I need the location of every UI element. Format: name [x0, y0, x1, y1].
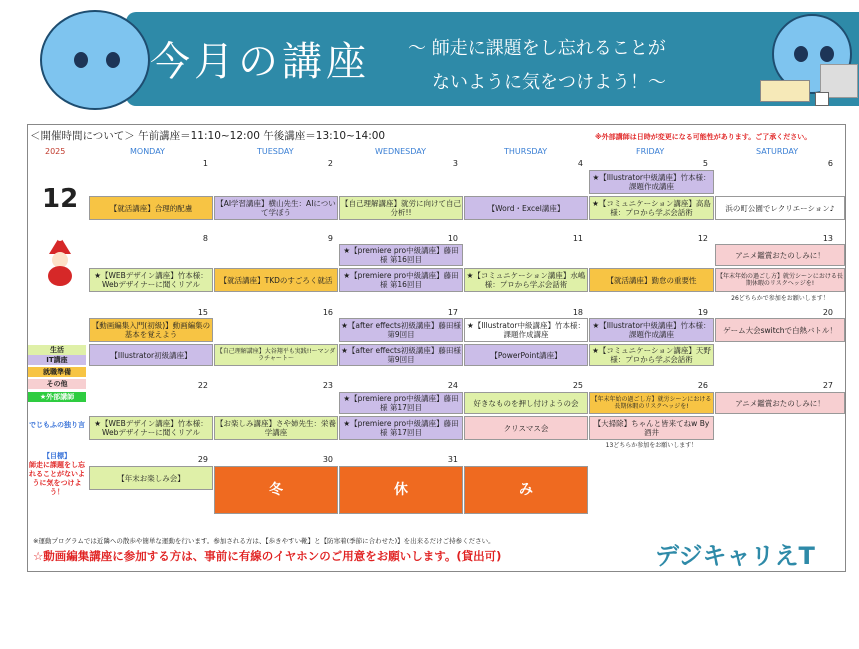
event-cell[interactable]: 【大掃除】ちゃんと皆来てねw By酒井: [589, 416, 714, 440]
date-15: 15: [197, 308, 208, 317]
event-cell[interactable]: 【自己理解講座】就労に向けて自己分析!!: [339, 196, 463, 220]
footer-warning: ☆動画編集講座に参加する方は、事前に有線のイヤホンのご用意をお願いします。(貸出可): [33, 549, 502, 563]
date-22: 22: [197, 381, 208, 390]
year-label: 2025: [45, 147, 66, 156]
date-1: 1: [202, 159, 208, 168]
event-cell[interactable]: 【PowerPoint講座】: [464, 344, 588, 366]
subtitle-line2: ないように気をつけよう！～: [432, 72, 666, 93]
event-cell[interactable]: 好きなものを押し付けようの会: [464, 392, 588, 414]
external-note: ※外部講師は日時が変更になる可能性があります。ご了承ください。: [595, 133, 812, 141]
eye-icon: [794, 46, 808, 62]
day-thursday: THURSDAY: [504, 147, 548, 156]
day-tuesday: TUESDAY: [257, 147, 294, 156]
legend-seikatsu: 生活: [28, 345, 86, 355]
event-cell[interactable]: アニメ鑑賞おたのしみに！: [715, 392, 845, 414]
date-17: 17: [447, 308, 458, 317]
holiday-cell: 休: [339, 466, 463, 514]
event-cell[interactable]: ★【Illustrator中級講座】竹本様：課題作成講座: [464, 318, 588, 342]
event-cell[interactable]: ★【after effects初級講座】藤田様 第9回目: [339, 344, 463, 366]
day-monday: MONDAY: [130, 147, 165, 156]
event-cell[interactable]: ★【premiere pro中級講座】藤田様 第17回目: [339, 392, 463, 414]
event-cell[interactable]: ★【WEBデザイン講座】竹本様：Webデザイナーに聞くリアル: [89, 268, 213, 292]
date-24: 24: [447, 381, 458, 390]
event-cell[interactable]: クリスマス会: [464, 416, 588, 440]
legend-external: ★外部講師: [28, 392, 86, 402]
book-icon: [760, 80, 810, 102]
event-note: 26どちらかで参加をお願いします！: [731, 295, 829, 303]
date-6: 6: [827, 159, 833, 168]
cup-icon: [815, 92, 829, 106]
goal-title: 【目標】: [43, 452, 71, 460]
date-20: 20: [822, 308, 833, 317]
day-wednesday: WEDNESDAY: [375, 147, 426, 156]
event-cell[interactable]: 【お楽しみ講座】さや姉先生：栄養学講座: [214, 416, 338, 440]
date-30: 30: [322, 455, 333, 464]
event-cell[interactable]: ★【コミュニケーション講座】天野様：プロから学ぶ会話術: [589, 344, 714, 366]
event-cell[interactable]: ★【コミュニケーション講座】高島様：プロから学ぶ会話術: [589, 196, 714, 220]
date-5: 5: [702, 159, 708, 168]
event-cell[interactable]: 【就活講座】勤怠の重要性: [589, 268, 714, 292]
eye-icon: [820, 46, 834, 62]
date-12: 12: [697, 234, 708, 243]
goal-text: 師走に課題をし忘れることがないように気をつけよう！: [29, 461, 85, 497]
page-title: 今月の講座: [150, 39, 370, 85]
holiday-cell: 冬: [214, 466, 338, 514]
date-31: 31: [447, 455, 458, 464]
event-cell[interactable]: 【年末お楽しみ会】: [89, 466, 213, 490]
event-cell[interactable]: ★【WEBデザイン講座】竹本様：Webデザイナーに聞くリアル: [89, 416, 213, 440]
date-18: 18: [572, 308, 583, 317]
event-cell[interactable]: ★【after effects初級講座】藤田様 第9回目: [339, 318, 463, 342]
legend-it: IT講座: [28, 355, 86, 365]
event-cell[interactable]: アニメ鑑賞おたのしみに！: [715, 244, 845, 266]
date-16: 16: [322, 308, 333, 317]
date-26: 26: [697, 381, 708, 390]
event-cell[interactable]: 【AI学習講座】横山先生：AIについて学ぼう: [214, 196, 338, 220]
date-4: 4: [577, 159, 583, 168]
event-cell[interactable]: 浜の町公園でレクリエーション♪: [715, 196, 845, 220]
event-cell[interactable]: 【Illustrator初級講座】: [89, 344, 213, 366]
monologue-title: でじもふの独り言: [29, 421, 85, 429]
event-cell[interactable]: ★【Illustrator中級講座】竹本様：課題作成講座: [589, 318, 714, 342]
event-cell[interactable]: 【動画編集入門(初級)】動画編集の基本を覚えよう: [89, 318, 213, 342]
event-cell[interactable]: ★【Illustrator中級講座】竹本様：課題作成講座: [589, 170, 714, 194]
event-cell[interactable]: ★【premiere pro中級講座】藤田様 第16回目: [339, 268, 463, 292]
footer-note: ※運動プログラムでは近隣への散歩や簡単な運動を行います。参加される方は、【歩きやすい靴】と【防寒着(季節に合わせた)】を出来るだけご持参ください。: [33, 537, 495, 545]
date-29: 29: [197, 455, 208, 464]
eye-icon: [74, 52, 88, 68]
eye-icon: [106, 52, 120, 68]
cat-mascot-left: [40, 10, 150, 110]
date-13: 13: [822, 234, 833, 243]
event-cell[interactable]: 【就活講座】TKDのすごろく就活: [214, 268, 338, 292]
event-cell[interactable]: ★【premiere pro中級講座】藤田様 第16回目: [339, 244, 463, 266]
date-10: 10: [447, 234, 458, 243]
schedule-info: ＜開催時間について＞ 午前講座＝11:10~12:00 午後講座＝13:10~14:00: [30, 130, 386, 142]
day-friday: FRIDAY: [636, 147, 665, 156]
event-cell[interactable]: 【年末年始の過ごし方】就労シーンにおける長期休暇のリスクヘッジを!: [589, 392, 714, 414]
date-19: 19: [697, 308, 708, 317]
date-23: 23: [322, 381, 333, 390]
date-3: 3: [452, 159, 458, 168]
date-2: 2: [327, 159, 333, 168]
date-8: 8: [202, 234, 208, 243]
date-27: 27: [822, 381, 833, 390]
day-saturday: SATURDAY: [756, 147, 799, 156]
santa-icon: [45, 236, 75, 286]
legend-shuukatsu: 就職準備: [28, 367, 86, 377]
date-11: 11: [572, 234, 583, 243]
event-cell[interactable]: ★【コミュニケーション講座】水嶋様：プロから学ぶ会話術: [464, 268, 588, 292]
event-cell[interactable]: 【就活講座】合理的配慮: [89, 196, 213, 220]
legend-other: その他: [28, 379, 86, 389]
event-cell[interactable]: ゲーム大会switchで白熱バトル！: [715, 318, 845, 342]
event-cell[interactable]: ★【premiere pro中級講座】藤田様 第17回目: [339, 416, 463, 440]
event-note: 13どちらか参加をお願いします！: [605, 442, 698, 450]
event-cell[interactable]: 【Word・Excel講座】: [464, 196, 588, 220]
event-cell[interactable]: 【年末年始の過ごし方】就労シーンにおける長期休暇のリスクへッジを!: [715, 268, 845, 292]
subtitle-line1: ～ 師走に課題をし忘れることが: [408, 38, 666, 59]
brand-logo: デジキャリえT: [655, 542, 815, 570]
event-cell[interactable]: 【自己理解講座】大谷翔平も実践!!～マンダラチャート～: [214, 344, 338, 366]
date-9: 9: [327, 234, 333, 243]
month-label: 12: [42, 184, 79, 214]
holiday-cell: み: [464, 466, 588, 514]
date-25: 25: [572, 381, 583, 390]
